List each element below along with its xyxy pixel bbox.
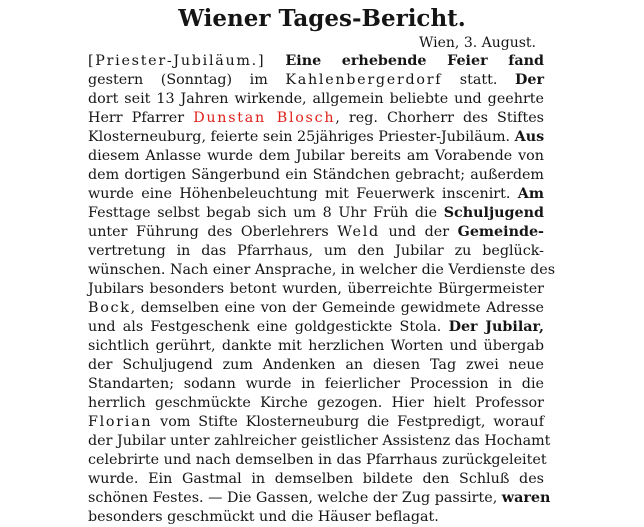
line-text: Jubilars besonders betont wurden, überreichte Bürgermeister xyxy=(88,281,544,297)
line-text: der Jubilar unter zahlreicher geistlicher Assistenz das Hochamt xyxy=(88,433,551,449)
line-text: Bock xyxy=(88,300,131,316)
line-text: Der xyxy=(514,72,545,88)
line-text: dort seit 13 Jahren wirkende, allgemein beliebte und geehrte xyxy=(88,91,544,107)
article-line xyxy=(88,299,544,318)
line-text: , demselben eine von der Gemeinde gewidmete Adresse xyxy=(130,300,544,316)
article-line xyxy=(88,356,544,375)
line-text: Klosterneuburg, feierte sein 25jähriges Priester-Jubiläum. xyxy=(88,129,515,145)
line-text: besonders geschmückt und die Häuser beflagat. xyxy=(88,509,439,525)
line-text: schönen Festes. — Die Gassen, welche der Zug passirte, xyxy=(88,490,502,506)
article-line xyxy=(88,508,544,527)
line-text: Kahlenbergerdorf xyxy=(285,72,443,88)
article-line xyxy=(88,470,544,489)
article-line xyxy=(88,147,544,166)
line-text: Gemeinde- xyxy=(457,224,544,240)
article-line xyxy=(88,52,544,71)
line-text: Herr Pfarrer xyxy=(88,110,194,126)
line-text: gestern (Sonntag) im xyxy=(88,72,286,88)
dateline: Wien, 3. August. xyxy=(419,35,536,51)
article-line xyxy=(88,109,544,128)
article-line xyxy=(88,394,544,413)
article-line xyxy=(88,128,544,147)
article-line xyxy=(88,71,544,90)
article-line xyxy=(88,337,544,356)
line-text xyxy=(265,53,285,69)
article-line xyxy=(88,280,544,299)
line-text: vertretung in das Pfarrhaus, um den Jubilar zu beglück- xyxy=(88,243,544,259)
line-text: celebrirte und nach demselben in das Pfarrhaus zurückgeleitet xyxy=(88,452,547,468)
article-headline: Wiener Tages-Bericht. xyxy=(178,5,466,32)
line-text: Aus xyxy=(514,129,545,145)
line-text: Am xyxy=(517,186,544,202)
article-line xyxy=(88,204,544,223)
line-text: wünschen. Nach einer Ansprache, in welcher die Verdienste des xyxy=(88,262,556,278)
article-line xyxy=(88,318,544,337)
line-text: Weld xyxy=(337,224,380,240)
line-text: diesem Anlasse wurde dem Jubilar bereits am Vorabende von xyxy=(88,148,544,164)
line-text: Festtage selbst begab sich um 8 Uhr Früh die xyxy=(88,205,444,221)
article-line xyxy=(88,185,544,204)
line-text: waren xyxy=(501,490,551,506)
line-text: und als Festgeschenk eine goldgestickte Stola. xyxy=(88,319,449,335)
line-text: statt. xyxy=(442,72,515,88)
line-text: sichtlich gerührt, dankte mit herzlichen Worten und übergab xyxy=(88,338,544,354)
line-text: [Priester-Jubiläum.] xyxy=(88,53,266,69)
line-text: herrlich geschmückte Kirche gezogen. Hier hielt Professor xyxy=(88,395,544,411)
article-line xyxy=(88,242,544,261)
line-text: dem dortigen Sängerbund ein Ständchen gebracht; außerdem xyxy=(88,167,544,183)
article-body xyxy=(88,52,556,527)
line-text: der Schuljugend zum Andenken an diesen Tag zwei neue xyxy=(88,357,544,373)
line-text: Standarten; sodann wurde in feierlicher Procession in die xyxy=(88,376,544,392)
line-text: wurde. Ein Gastmal in demselben bildete den Schluß des xyxy=(88,471,544,487)
article-line xyxy=(88,413,544,432)
line-text: Eine erhebende Feier fand xyxy=(285,53,545,69)
line-text: Schuljugend xyxy=(443,205,544,221)
article-line xyxy=(88,90,544,109)
line-text: , reg. Chorherr des Stiftes xyxy=(335,110,545,126)
line-text: unter Führung des Oberlehrers xyxy=(88,224,338,240)
article-line xyxy=(88,261,556,280)
article-line xyxy=(88,223,544,242)
highlighted-name: Dunstan Blosch xyxy=(193,110,336,126)
article-line xyxy=(88,166,544,185)
line-text: vom Stifte Klosterneuburg die Festpredigt, worauf xyxy=(152,414,544,430)
line-text: und der xyxy=(379,224,458,240)
article-line xyxy=(88,451,547,470)
article-line xyxy=(88,375,544,394)
article-line xyxy=(88,432,551,451)
line-text: Der Jubilar, xyxy=(448,319,544,335)
article-line xyxy=(88,489,551,508)
line-text: wurde eine Höhenbeleuchtung mit Feuerwerk inscenirt. xyxy=(88,186,518,202)
line-text: Florian xyxy=(88,414,153,430)
